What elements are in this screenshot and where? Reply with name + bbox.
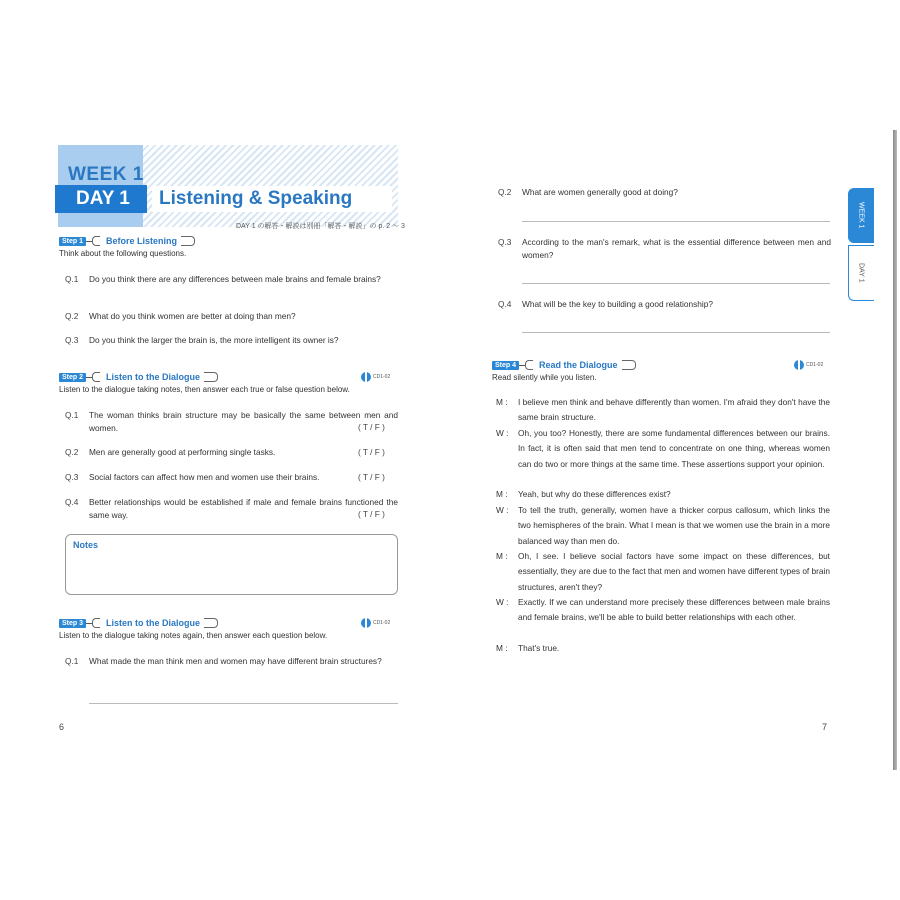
answer-reference: DAY 1 の解答・解説は別冊「解答・解説」の p. 2 ～ 3 (236, 223, 405, 230)
speaker: W : (496, 505, 509, 515)
bracket-icon (86, 618, 100, 628)
step2-header (59, 371, 218, 383)
page-title: Listening & Speaking (159, 188, 353, 209)
speaker: W : (496, 597, 509, 607)
question-number: Q.3 (65, 335, 79, 345)
bracket-icon (204, 372, 218, 382)
question-number: Q.4 (498, 299, 512, 309)
question-text: Men are generally good at performing single tasks. (89, 447, 276, 457)
true-false-choice[interactable]: ( T / F ) (358, 422, 385, 432)
cd-icon (361, 372, 371, 382)
step3-question (498, 236, 831, 261)
page-number-right: 7 (822, 722, 828, 732)
cd-track[interactable] (361, 618, 390, 628)
bracket-icon (86, 372, 100, 382)
question-number: Q.1 (65, 410, 79, 420)
question-text: What made the man think men and women may have different brain structures? (89, 656, 382, 666)
speaker: M : (496, 551, 508, 561)
question-number: Q.2 (498, 187, 512, 197)
utterance: That's true. (518, 643, 560, 653)
question-number: Q.2 (65, 447, 79, 457)
day-label: DAY 1 (76, 188, 130, 209)
speaker: M : (496, 489, 508, 499)
step2-question (65, 496, 398, 521)
question-text: Social factors can affect how men and women use their brains. (89, 472, 320, 482)
step-title: Listen to the Dialogue (106, 618, 201, 628)
question-text: What do you think women are better at doing than men? (89, 311, 296, 321)
step1-instruction: Think about the following questions. (59, 249, 187, 258)
step3-header (59, 617, 218, 629)
utterance: Exactly. If we can understand more precisely these differences between male brains and female brains, we'll be able to build better relationships with each other. (518, 597, 830, 623)
question-number: Q.4 (65, 497, 79, 507)
utterance: I believe men think and behave differently than women. I'm afraid they don't have the same brain structure. (518, 397, 830, 423)
week-label: WEEK 1 (68, 164, 144, 185)
notes-label: Notes (73, 540, 99, 550)
step2-question (65, 446, 335, 459)
tab-week-label: WEEK 1 (857, 202, 865, 229)
answer-line[interactable] (522, 283, 830, 284)
question-text: What are women generally good at doing? (522, 187, 678, 197)
question-number: Q.2 (65, 311, 79, 321)
bracket-icon (181, 236, 195, 246)
answer-line[interactable] (522, 332, 830, 333)
question-number: Q.1 (65, 274, 79, 284)
bracket-icon (519, 360, 533, 370)
utterance: Oh, I see. I believe social factors have some impact on these differences, but essentially, they are due to the fact that men and women have different types of brain structures, aren't they? (518, 551, 830, 592)
speaker: M : (496, 643, 508, 653)
notes-box[interactable] (65, 534, 398, 595)
question-number: Q.3 (65, 472, 79, 482)
step1-header (59, 235, 195, 247)
question-text: Do you think there are any differences between male brains and female brains? (89, 274, 381, 284)
question-text: According to the man's remark, what is the essential difference between men and women? (522, 237, 831, 260)
step3-instruction: Listen to the dialogue taking notes again, then answer each question below. (59, 631, 328, 640)
step1-question (65, 310, 398, 323)
bracket-icon (204, 618, 218, 628)
step2-question (65, 409, 398, 434)
answer-line[interactable] (522, 221, 830, 222)
utterance: Oh, you too? Honestly, there are some fundamental differences between our brains. In fact, it is often said that men tend to concentrate on one thing, whereas women can do two or more things at the same time. These assertions support your opinion. (518, 428, 830, 469)
step-badge: Step 1 (59, 237, 86, 246)
true-false-choice[interactable]: ( T / F ) (358, 509, 385, 519)
question-number: Q.3 (498, 237, 512, 247)
cd-track-label: CD1-02 (806, 362, 824, 368)
tab-day-label: DAY 1 (857, 263, 865, 283)
dialogue-line (496, 395, 830, 426)
bracket-icon (622, 360, 636, 370)
question-text: What will be the key to building a good relationship? (522, 299, 713, 309)
dialogue-line (496, 503, 830, 549)
step-badge: Step 4 (492, 361, 519, 370)
question-number: Q.1 (65, 656, 79, 666)
utterance: To tell the truth, generally, women have a thicker corpus callosum, which links the two hemispheres of the brain. What I mean is that we women use the brain in a more balanced way than men do. (518, 505, 830, 546)
speaker: W : (496, 428, 509, 438)
step2-question (65, 471, 355, 484)
step-badge: Step 3 (59, 619, 86, 628)
step-title: Listen to the Dialogue (106, 372, 201, 382)
step-title: Before Listening (106, 236, 178, 246)
step1-question (65, 273, 398, 286)
page-edge (893, 130, 897, 770)
cd-track[interactable] (361, 372, 390, 382)
cd-icon (361, 618, 371, 628)
step3-question (498, 298, 831, 311)
speaker: M : (496, 397, 508, 407)
page-number-left: 6 (59, 722, 65, 732)
cd-icon (794, 360, 804, 370)
dialogue-line (496, 549, 830, 595)
cd-track-label: CD1-02 (373, 620, 391, 626)
true-false-choice[interactable]: ( T / F ) (358, 472, 385, 482)
dialogue-line (496, 595, 830, 626)
step3-question (65, 655, 398, 668)
cd-track[interactable] (794, 360, 823, 370)
question-text: Do you think the larger the brain is, the more intelligent its owner is? (89, 335, 339, 345)
dialogue-line (496, 426, 830, 472)
true-false-choice[interactable]: ( T / F ) (358, 447, 385, 457)
step4-header (492, 359, 636, 371)
bracket-icon (86, 236, 100, 246)
step1-question (65, 334, 398, 347)
dialogue-line (496, 487, 830, 502)
dialogue-line (496, 641, 830, 656)
step2-instruction: Listen to the dialogue taking notes, then answer each true or false question below. (59, 385, 350, 394)
utterance: Yeah, but why do these differences exist? (518, 489, 671, 499)
step3-question (498, 186, 831, 199)
cd-track-label: CD1-02 (373, 374, 391, 380)
step-badge: Step 2 (59, 373, 86, 382)
answer-line[interactable] (89, 703, 398, 704)
question-text: The woman thinks brain structure may be basically the same between men and women. (89, 410, 398, 433)
step-title: Read the Dialogue (539, 360, 618, 370)
step4-instruction: Read silently while you listen. (492, 373, 597, 382)
question-text: Better relationships would be established if male and female brains functioned the same way. (89, 497, 398, 520)
